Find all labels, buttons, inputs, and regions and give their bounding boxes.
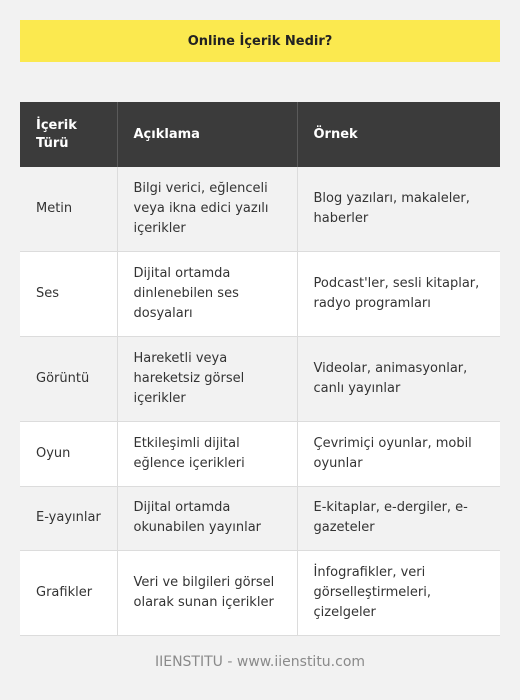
cell-example: Podcast'ler, sesli kitaplar, radyo programları bbox=[297, 251, 500, 336]
cell-content-type: Ses bbox=[20, 251, 117, 336]
cell-example: Çevrimiçi oyunlar, mobil oyunlar bbox=[297, 421, 500, 486]
cell-description: Dijital ortamda dinlenebilen ses dosyaları bbox=[117, 251, 297, 336]
cell-example: Blog yazıları, makaleler, haberler bbox=[297, 167, 500, 251]
cell-description: Bilgi verici, eğlenceli veya ikna edici yazılı içerikler bbox=[117, 167, 297, 251]
table-row bbox=[20, 336, 500, 421]
column-header-example: Örnek bbox=[297, 102, 500, 167]
table-header-row bbox=[20, 102, 500, 167]
cell-example: Videolar, animasyonlar, canlı yayınlar bbox=[297, 336, 500, 421]
cell-description: Hareketli veya hareketsiz görsel içerikler bbox=[117, 336, 297, 421]
cell-content-type: E-yayınlar bbox=[20, 486, 117, 550]
footer-credit: IIENSTITU - www.iienstitu.com bbox=[154, 654, 366, 670]
cell-content-type: Oyun bbox=[20, 421, 117, 486]
cell-content-type: Metin bbox=[20, 167, 117, 251]
column-header-content-type: İçerik Türü bbox=[20, 102, 117, 167]
page-title: Online İçerik Nedir? bbox=[20, 20, 500, 62]
cell-description: Etkileşimli dijital eğlence içerikleri bbox=[117, 421, 297, 486]
content-types-table bbox=[20, 102, 500, 636]
cell-description: Veri ve bilgileri görsel olarak sunan içerikler bbox=[117, 550, 297, 635]
cell-content-type: Grafikler bbox=[20, 550, 117, 635]
column-header-description: Açıklama bbox=[117, 102, 297, 167]
cell-description: Dijital ortamda okunabilen yayınlar bbox=[117, 486, 297, 550]
table-row bbox=[20, 421, 500, 486]
table-row bbox=[20, 167, 500, 251]
cell-example: İnfografikler, veri görselleştirmeleri, çizelgeler bbox=[297, 550, 500, 635]
cell-content-type: Görüntü bbox=[20, 336, 117, 421]
cell-example: E-kitaplar, e-dergiler, e-gazeteler bbox=[297, 486, 500, 550]
table-row bbox=[20, 486, 500, 550]
table-row bbox=[20, 550, 500, 635]
table-row bbox=[20, 251, 500, 336]
